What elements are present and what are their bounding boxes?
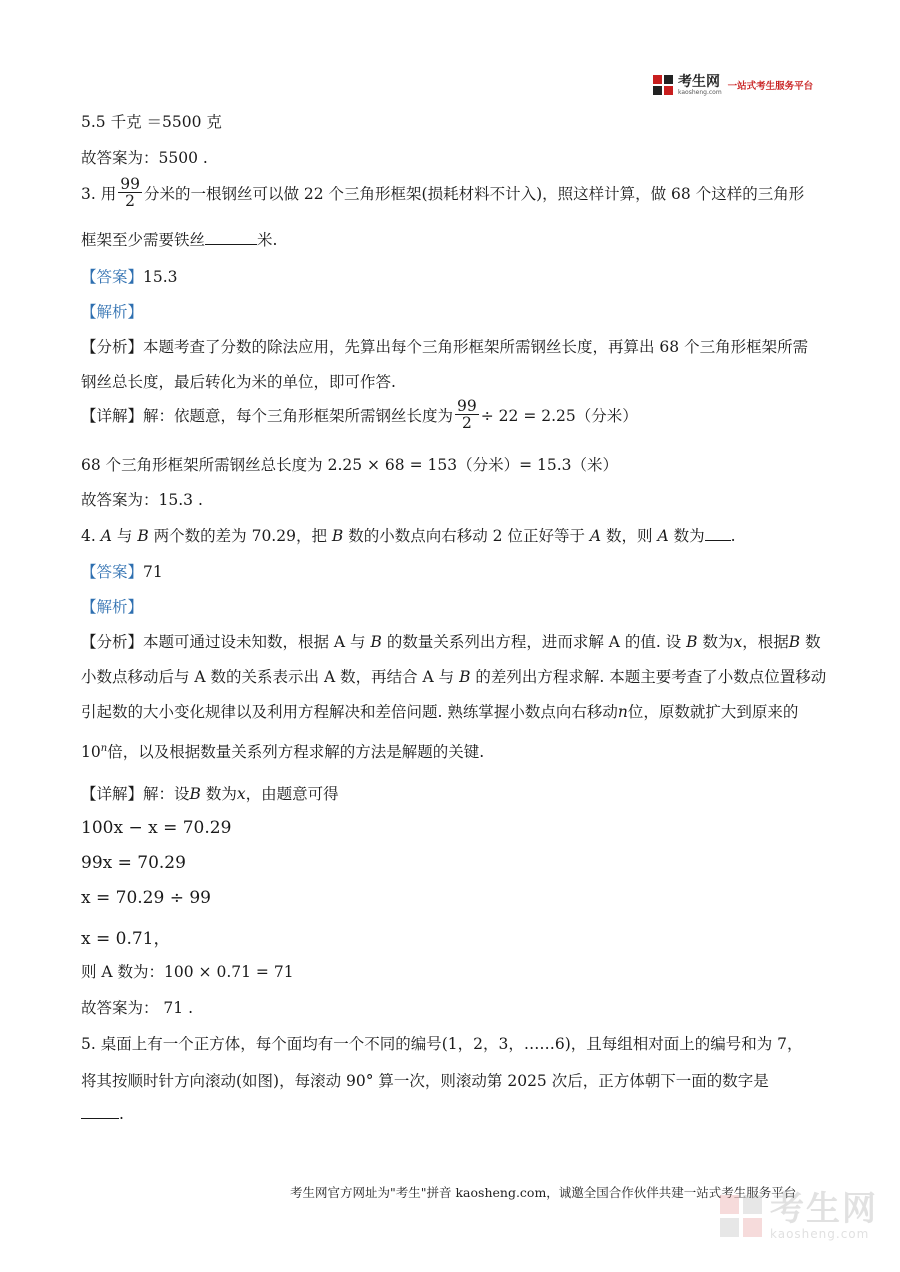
question-3-line-2: 框架至少需要铁丝 米. (81, 231, 278, 249)
kaosheng-watermark-icon (718, 1193, 764, 1239)
equation: 100x − x = 70.29 (81, 818, 232, 838)
answer-tag: 【答案】 (81, 563, 144, 581)
kaosheng-logo-icon (652, 74, 674, 96)
text-line: 故答案为：5500 . (81, 149, 208, 167)
equation: 99x = 70.29 (81, 853, 186, 873)
question-3: 3. 用 $\frac{99}{2}$ 分米的一根钢丝可以做 22 个三角形框架(损耗材料不计入)，照这样计算，做 68 个这样的三角形 (81, 175, 805, 211)
equation: x = 70.29 ÷ 99 (81, 888, 211, 908)
fraction: $\frac{99}{2}$ (457, 397, 477, 433)
text-line: 【详解】解：设B 数为x，由题意可得 (81, 785, 339, 803)
text-line: 钢丝总长度，最后转化为米的单位，即可作答. (81, 373, 396, 391)
logo-title: 考生网 (678, 73, 720, 90)
watermark-title: 考生网 (770, 1189, 878, 1229)
fraction: $\frac{99}{2}$ (120, 175, 140, 211)
watermark (718, 1189, 878, 1241)
header-logo (652, 74, 813, 96)
answer-line: 【答案】71 (81, 563, 163, 581)
watermark-url: kaosheng.com (770, 1227, 870, 1241)
answer-blank (205, 230, 257, 245)
analysis-tag: 【解析】 (81, 598, 144, 616)
answer-blank (81, 1104, 119, 1119)
answer-blank (705, 526, 731, 541)
text-line: . (81, 1104, 124, 1123)
question-5: 5. 桌面上有一个正方体，每个面均有一个不同的编号(1，2，3，……6)，且每组相对面上的编号和为 7， (81, 1035, 803, 1053)
text-line: 则 A 数为：100 × 0.71 = 71 (81, 963, 294, 981)
text-line: 故答案为：15.3 . (81, 491, 203, 509)
answer-tag: 【答案】 (81, 268, 144, 286)
answer-line: 【答案】15.3 (81, 268, 178, 286)
logo-url: kaosheng.com (678, 88, 722, 96)
text-line: 【分析】本题可通过设未知数，根据 A 与 B 的数量关系列出方程，进而求解 A 的值. 设 B 数为x，根据B 数 (81, 633, 821, 651)
logo-slogan: 一站式考生服务平台 (727, 81, 814, 92)
text-line: 小数点移动后与 A 数的关系表示出 A 数，再结合 A 与 B 的差列出方程求解. 本题主要考查了小数点位置移动 (81, 668, 827, 686)
text-line: 【分析】本题考查了分数的除法应用，先算出每个三角形框架所需钢丝长度，再算出 68 个三角形框架所需 (81, 338, 809, 356)
text-line: 68 个三角形框架所需钢丝总长度为 2.25 × 68 = 153（分米）= 15.3（米） (81, 456, 619, 474)
detail-line: 【详解】解：依题意，每个三角形框架所需钢丝长度为 $\frac{99}{2}$ ÷ 22 = 2.25（分米） (81, 397, 638, 433)
question-4: 4. A 与 B 两个数的差为 70.29，把 B 数的小数点向右移动 2 位正好等于 A 数，则 A 数为 . (81, 527, 736, 545)
text-line: 将其按顺时针方向滚动(如图)，每滚动 90° 算一次，则滚动第 2025 次后，正方体朝下一面的数字是 (81, 1072, 769, 1090)
footer-text: 考生网官方网址为"考生"拼音 kaosheng.com，诚邀全国合作伙伴共建一站式考生服务平台 (290, 1185, 797, 1200)
equation: x = 0.71， (81, 929, 171, 949)
text-line: 故答案为： 71 . (81, 999, 194, 1017)
text-line: 引起数的大小变化规律以及利用方程解决和差倍问题. 熟练掌握小数点向右移动n位，原数就扩大到原来的 (81, 703, 799, 721)
text-line: 5.5 千克 ＝5500 克 (81, 113, 222, 131)
text-line: 10$^n$倍，以及根据数量关系列方程求解的方法是解题的关键. (81, 742, 485, 761)
analysis-tag: 【解析】 (81, 303, 144, 321)
